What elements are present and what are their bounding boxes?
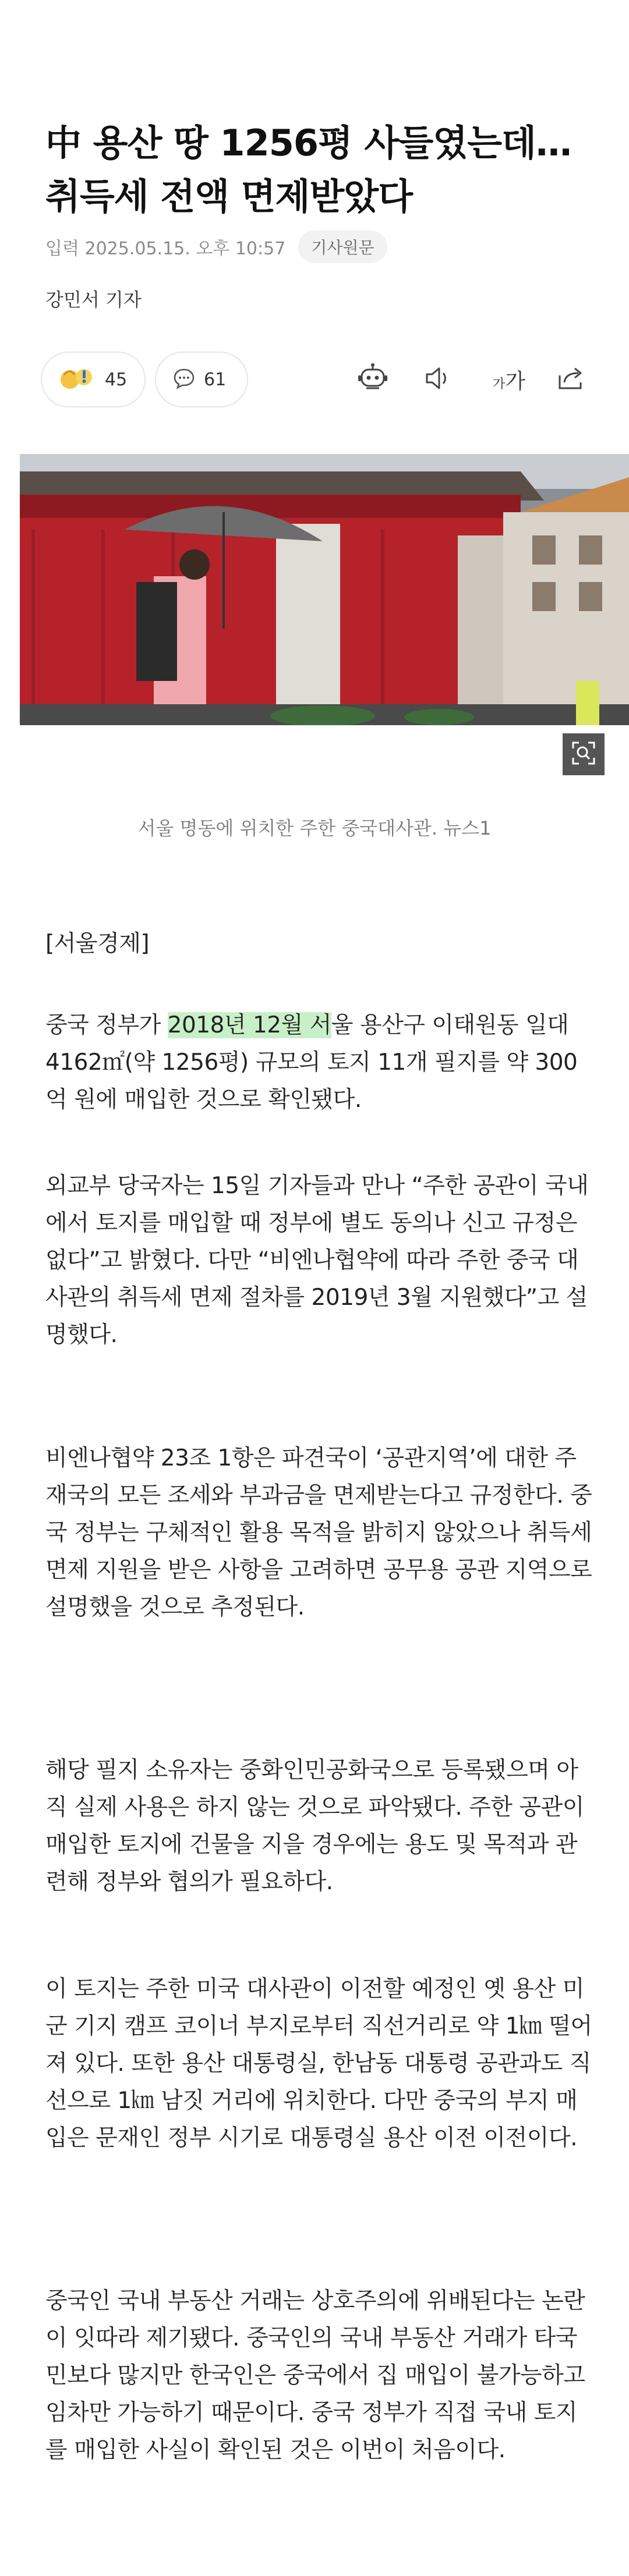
byline[interactable]: 강민서 기자 bbox=[45, 289, 142, 311]
speaker-icon bbox=[422, 363, 454, 396]
share-icon bbox=[555, 363, 586, 396]
share-button[interactable] bbox=[553, 362, 588, 397]
expand-icon bbox=[571, 740, 596, 768]
comment-icon bbox=[172, 367, 196, 392]
article-paragraph-3: 비엔나협약 23조 1항은 파견국이 ‘공관지역’에 대한 주재국의 모든 조세와 부과금을 면제받는다고 규정한다. 중국 정부는 구체적인 활용 목적을 밝히지 않았으나 취득세 면제 지원을 받은 사항을 고려하면 공무용 공관 지역으로 설명했을 것으로 추정된다. bbox=[45, 1445, 592, 1620]
embassy-photo-image bbox=[20, 454, 629, 725]
article-paragraph-6: 중국인 국내 부동산 거래는 상호주의에 위배된다는 논란이 잇따라 제기됐다. 중국인의 국내 부동산 거래가 타국민보다 많지만 한국인은 중국에서 집 매입이 불가능하고 임차만 가능하기 때문이다. 중국 정부가 직접 국내 토지를 매입한 사실이 확인된 것은 이번이 처음이다. bbox=[45, 2288, 585, 2463]
article-paragraph-1: 중국 정부가 2018년 12월 서울 용산구 이태원동 일대 4162㎡(약 1256평) 규모의 토지 11개 필지를 약 300억 원에 매입한 것으로 확인됐다. bbox=[45, 1012, 578, 1113]
article-title bbox=[45, 116, 593, 223]
article-title-line2: 취득세 전액 면제받았다 bbox=[45, 175, 413, 218]
photo-expand-button[interactable] bbox=[563, 733, 605, 775]
reaction-count: 45 bbox=[105, 369, 128, 390]
article-title-line1: 中 용산 땅 1256평 사들였는데… bbox=[45, 122, 571, 164]
text-to-speech-button[interactable] bbox=[420, 362, 455, 397]
robot-icon bbox=[356, 361, 390, 398]
article-meta bbox=[45, 229, 387, 264]
article-paragraph-4: 해당 필지 소유자는 중화인민공화국으로 등록됐으며 아직 실제 사용은 하지 않는 것으로 파악됐다. 주한 공관이 매입한 토지에 건물을 지을 경우에는 용도 및 목적과 관련해 정부와 협의가 필요하다. bbox=[45, 1757, 584, 1895]
article-paragraph-5: 이 토지는 주한 미국 대사관이 이전할 예정인 옛 용산 미군 기지 캠프 코이너 부지로부터 직선거리로 약 1㎞ 떨어져 있다. 또한 용산 대통령실, 한남동 대통령 공관과도 직선으로 1㎞ 남짓 거리에 위치한다. 다만 중국의 부지 매입은 문재인 정부 시기로 대통령실 용산 이전 이전이다. bbox=[45, 1976, 592, 2151]
article-paragraph-2: 외교부 당국자는 15일 기자들과 만나 “주한 공관이 국내에서 토지를 매입할 때 정부에 별도 동의나 신고 규정은 없다”고 밝혔다. 다만 “비엔나협약에 따라 주한 중국 대사관의 취득세 면제 절차를 2019년 3월 지원했다”고 설명했다. bbox=[45, 1173, 589, 1348]
ai-summary-button[interactable] bbox=[355, 362, 390, 397]
font-size-button[interactable] bbox=[486, 362, 532, 397]
article-actions bbox=[41, 352, 588, 407]
font-size-icon: 가가 bbox=[492, 369, 526, 393]
comment-count: 61 bbox=[204, 369, 227, 390]
comment-button[interactable] bbox=[155, 352, 248, 407]
article-photo bbox=[20, 454, 629, 725]
photo-caption: 서울 명동에 위치한 주한 중국대사관. 뉴스1 bbox=[137, 817, 492, 839]
publish-date: 입력 2025.05.15. 오후 10:57 bbox=[45, 239, 286, 259]
article-source: [서울경제] bbox=[45, 931, 150, 957]
original-article-button[interactable]: 기사원문 bbox=[298, 230, 387, 263]
reaction-button[interactable] bbox=[41, 352, 146, 407]
highlighted-text: 2018년 12월 서 bbox=[167, 1012, 331, 1038]
reaction-emoji-icon bbox=[58, 363, 97, 396]
